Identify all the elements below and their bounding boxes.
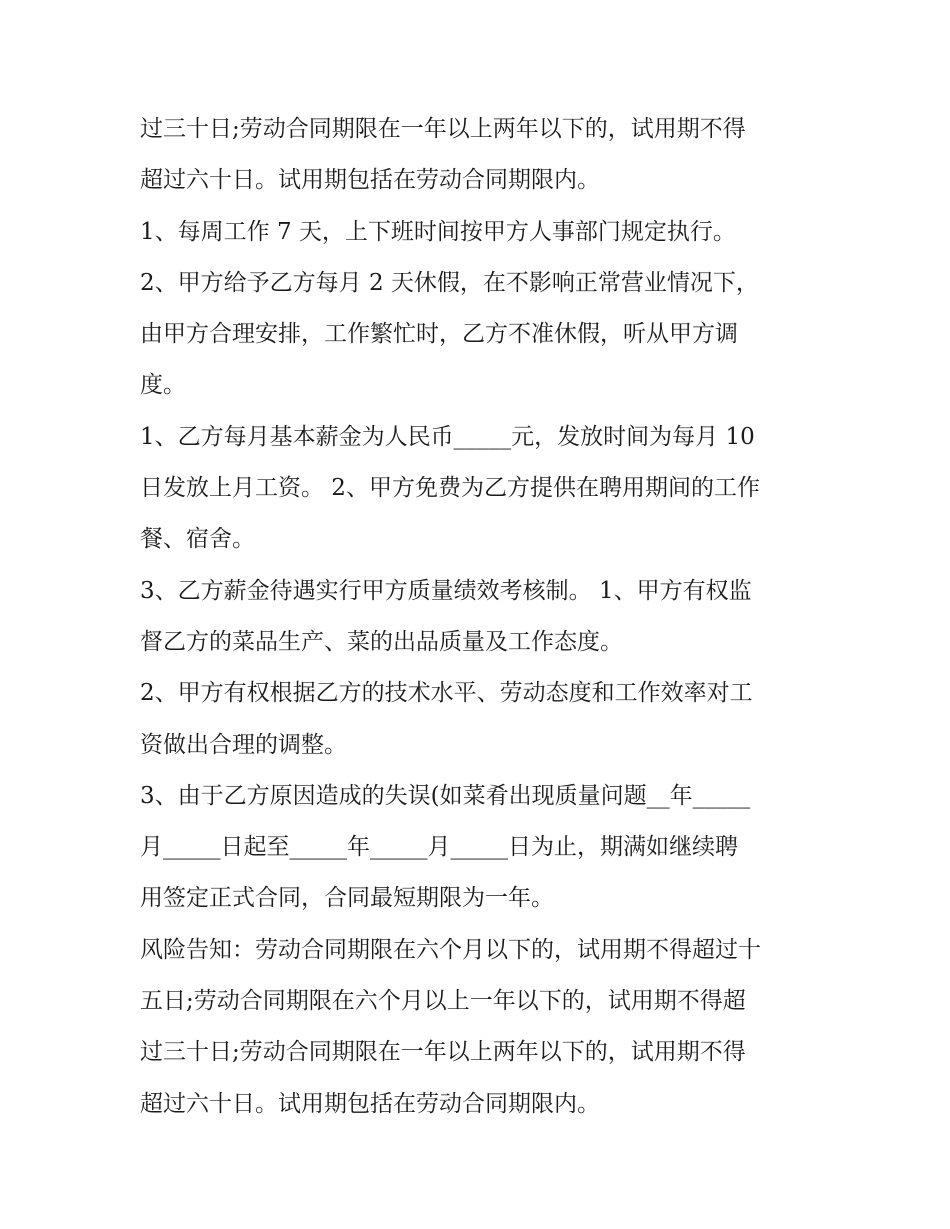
text-line: 超过六十日。试用期包括在劳动合同期限内。 [140, 167, 600, 194]
text-line: 餐、宿舍。 [140, 526, 255, 553]
text-line: 资做出合理的调整。 [140, 731, 347, 758]
paragraph-risk-notice [140, 925, 820, 1130]
paragraph-probation-continued [140, 104, 820, 207]
paragraph-salary [140, 412, 820, 566]
text-line: 督乙方的菜品生产、菜的出品质量及工作态度。 [140, 628, 623, 655]
text-line: 五日;劳动合同期限在六个月以上一年以下的，试用期不得超 [140, 988, 746, 1015]
text-line: 过三十日;劳动合同期限在一年以上两年以下的，试用期不得 [140, 1039, 746, 1066]
text-line: 3、由于乙方原因造成的失误(如菜肴出现质量问题__年_____ [140, 782, 751, 809]
text-line: 1、乙方每月基本薪金为人民币_____元，发放时间为每月 10 [140, 423, 755, 450]
text-line: 过三十日;劳动合同期限在一年以上两年以下的，试用期不得 [140, 116, 746, 142]
text-line: 超过六十日。试用期包括在劳动合同期限内。 [140, 1090, 600, 1117]
text-line: 日发放上月工资。 2、甲方免费为乙方提供在聘用期间的工作 [140, 475, 760, 502]
paragraph-leave [140, 258, 820, 412]
paragraph-work-schedule [140, 207, 820, 258]
paragraph-term [140, 771, 820, 925]
paragraph-salary-adjustment [140, 668, 820, 771]
text-line: 风险告知：劳动合同期限在六个月以下的，试用期不得超过十 [140, 936, 761, 963]
text-line: 1、每周工作 7 天，上下班时间按甲方人事部门规定执行。 [140, 218, 736, 245]
text-line: 3、乙方薪金待遇实行甲方质量绩效考核制。 1、甲方有权监 [140, 577, 752, 604]
text-line: 度。 [140, 372, 186, 399]
text-line: 2、甲方有权根据乙方的技术水平、劳动态度和工作效率对工 [140, 680, 753, 707]
text-line: 月_____日起至_____年_____月_____日为止，期满如继续聘 [140, 834, 738, 861]
paragraph-performance [140, 566, 820, 669]
text-line: 用签定正式合同，合同最短期限为一年。 [140, 885, 554, 912]
text-line: 2、甲方给予乙方每月 2 天休假，在不影响正常营业情况下， [140, 269, 759, 296]
text-line: 由甲方合理安排，工作繁忙时，乙方不准休假，听从甲方调 [140, 321, 738, 348]
document-body [140, 104, 820, 1130]
